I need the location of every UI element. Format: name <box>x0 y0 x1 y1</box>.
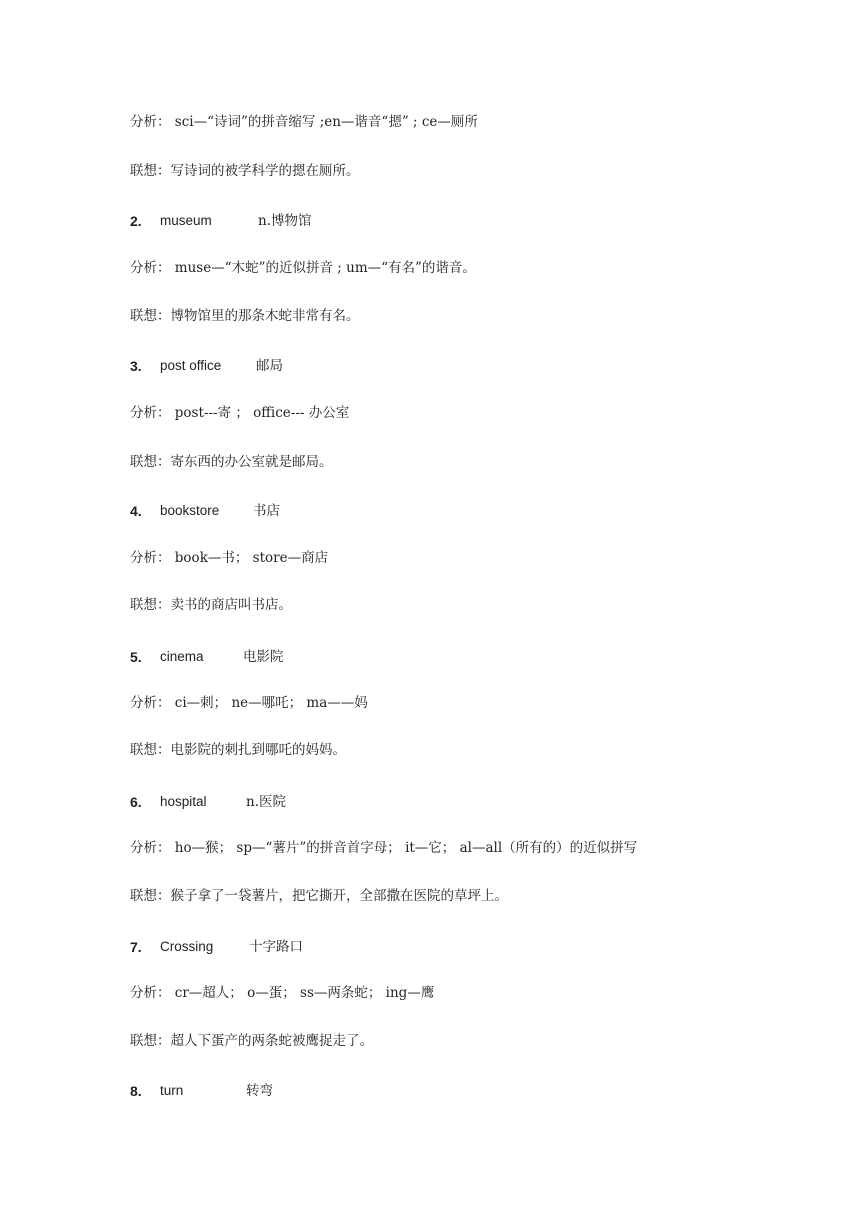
entry-number: 5. <box>130 649 142 665</box>
entry-meaning: 邮局 <box>256 358 283 374</box>
entry-word: turn <box>160 1083 184 1098</box>
entry-word: museum <box>160 213 212 228</box>
entry-heading-7 <box>0 938 860 958</box>
association-line-6: 联想：猴子拿了一袋薯片，把它撕开，全部撒在医院的草坪上。 <box>130 888 508 904</box>
entry-heading-8 <box>0 1082 860 1102</box>
analysis-line-7: 分析： cr—超人； o—蛋； ss—两条蛇； ing—鹰 <box>130 985 435 1001</box>
entry-number: 6. <box>130 794 142 810</box>
entry-heading-3 <box>0 357 860 377</box>
association-line-5: 联想：电影院的刺扎到哪吒的妈妈。 <box>130 742 346 758</box>
entry-heading-6 <box>0 793 860 813</box>
entry-number: 8. <box>130 1083 142 1099</box>
entry-word: hospital <box>160 794 207 809</box>
entry-meaning: 书店 <box>253 503 280 519</box>
entry-meaning: 电影院 <box>243 649 284 665</box>
analysis-line-2: 分析： muse—“木蛇”的近似拼音 ; um—“有名”的谐音。 <box>130 260 476 276</box>
analysis-line-3: 分析： post---寄 ； office--- 办公室 <box>130 405 350 421</box>
association-line-2: 联想：博物馆里的那条木蛇非常有名。 <box>130 308 360 324</box>
entry-heading-2 <box>0 212 860 232</box>
association-line-1: 联想：写诗词的被学科学的摁在厕所。 <box>130 163 360 179</box>
entry-word: bookstore <box>160 503 220 518</box>
entry-meaning: n.博物馆 <box>258 213 312 229</box>
entry-heading-5 <box>0 648 860 668</box>
analysis-line-6: 分析： ho—猴； sp—“薯片”的拼音首字母； it—它； al—all（所有的）的近似拼写 <box>130 840 638 856</box>
analysis-line-1: 分析： sci—“诗词”的拼音缩写 ;en—谐音“摁” ; ce—厕所 <box>130 114 478 130</box>
entry-heading-4 <box>0 502 860 522</box>
entry-number: 4. <box>130 503 142 519</box>
entry-word: cinema <box>160 649 204 664</box>
entry-meaning: 十字路口 <box>249 939 303 955</box>
entry-meaning: 转弯 <box>246 1083 273 1099</box>
entry-meaning: n.医院 <box>246 794 286 810</box>
entry-number: 7. <box>130 939 142 955</box>
analysis-line-5: 分析： ci—刺； ne—哪吒； ma——妈 <box>130 695 368 711</box>
entry-word: Crossing <box>160 939 214 954</box>
entry-number: 3. <box>130 358 142 374</box>
association-line-3: 联想：寄东西的办公室就是邮局。 <box>130 454 333 470</box>
analysis-line-4: 分析： book—书； store—商店 <box>130 550 329 566</box>
entry-word: post office <box>160 358 222 373</box>
association-line-4: 联想：卖书的商店叫书店。 <box>130 597 292 613</box>
entry-number: 2. <box>130 213 142 229</box>
association-line-7: 联想：超人下蛋产的两条蛇被鹰捉走了。 <box>130 1033 373 1049</box>
